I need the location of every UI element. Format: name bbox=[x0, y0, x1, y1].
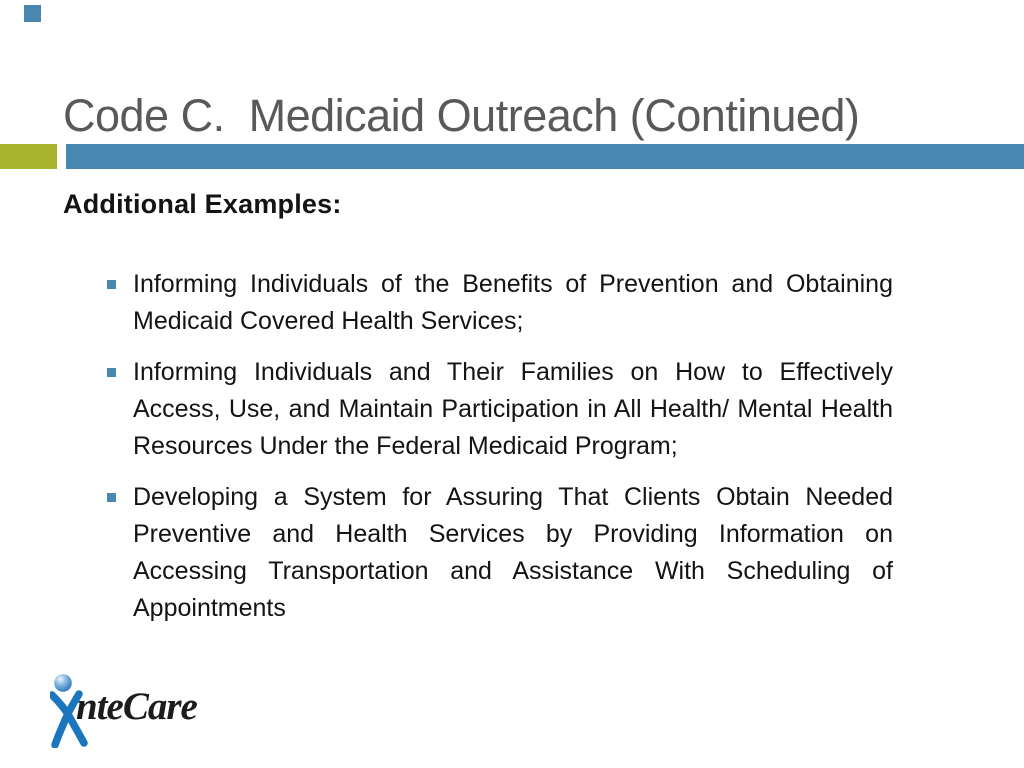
list-item bbox=[107, 266, 893, 340]
accent-bar-olive bbox=[0, 144, 57, 169]
bullet-text: Informing Individuals and Their Families on How to Effectively Access, Use, and Maintain Participation in All Health/ Mental Health Resources Under the Federal Medicaid Program; bbox=[133, 358, 893, 460]
bullet-list bbox=[107, 266, 893, 641]
bullet-text: Informing Individuals of the Benefits of Prevention and Obtaining Medicaid Covered Health Services; bbox=[133, 270, 893, 335]
bullet-text: Developing a System for Assuring That Clients Obtain Needed Preventive and Health Services by Providing Information on Accessing Transportation and Assistance With Scheduling of Appointments bbox=[133, 483, 893, 622]
slide-title: Code C. Medicaid Outreach (Continued) bbox=[63, 90, 860, 141]
corner-accent-square bbox=[24, 5, 41, 22]
intecare-logo bbox=[48, 668, 278, 752]
list-item bbox=[107, 354, 893, 465]
square-bullet-icon bbox=[107, 493, 116, 502]
list-item bbox=[107, 479, 893, 627]
logo-text: nteCare bbox=[76, 685, 197, 728]
accent-bar-blue bbox=[66, 144, 1024, 169]
section-subheading: Additional Examples: bbox=[63, 189, 342, 219]
person-figure-icon bbox=[50, 672, 90, 748]
square-bullet-icon bbox=[107, 280, 116, 289]
square-bullet-icon bbox=[107, 368, 116, 377]
